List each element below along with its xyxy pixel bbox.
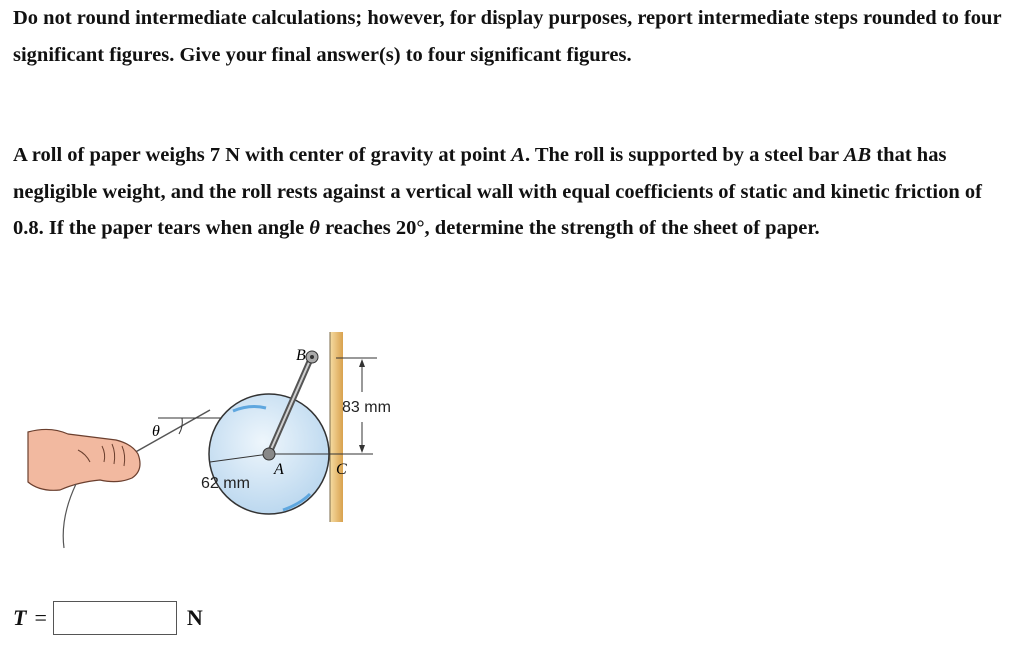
problem-text-1: A roll of paper weighs 7 N with center of gravity at point <box>13 144 512 166</box>
tension-answer-input[interactable] <box>53 601 177 635</box>
wall <box>330 332 343 522</box>
pin-b-center <box>310 355 314 359</box>
point-a-label: A <box>511 144 525 166</box>
height-dimension-label: 83 mm <box>342 399 391 416</box>
pin-a <box>263 448 275 460</box>
radius-dimension-label: 62 mm <box>201 475 250 492</box>
theta-label: θ <box>152 423 160 440</box>
problem-text-4: reaches 20°, determine the strength of the sheet of paper. <box>319 217 820 239</box>
point-b-text: B <box>296 347 306 364</box>
point-a-text: A <box>274 461 284 478</box>
paper-roll-figure <box>20 322 420 562</box>
point-c-text: C <box>336 461 347 478</box>
dim-arrow-up <box>359 359 365 367</box>
theta-symbol: θ <box>309 217 320 239</box>
problem-text-2: . The roll is supported by a steel bar <box>524 144 844 166</box>
bar-ab-label: AB <box>843 144 872 166</box>
equals-sign: = <box>34 605 47 630</box>
answer-row <box>13 598 203 638</box>
instructions-text: Do not round intermediate calculations; however, for display purposes, report intermediate steps rounded to four significant figures. Give your final answer(s) to four significant figures. <box>13 7 1002 66</box>
problem-statement <box>13 137 1013 247</box>
hand-illustration <box>28 429 140 548</box>
unit-label: N <box>186 605 203 630</box>
problem-text-3: that has negligible weight, and the roll rests against a vertical wall with equal coefficients of static and kinetic friction of 0.8. If the paper tears when angle <box>13 144 982 239</box>
tension-label: T <box>13 605 27 630</box>
dim-arrow-down <box>359 445 365 453</box>
paper-sheet <box>132 410 210 454</box>
